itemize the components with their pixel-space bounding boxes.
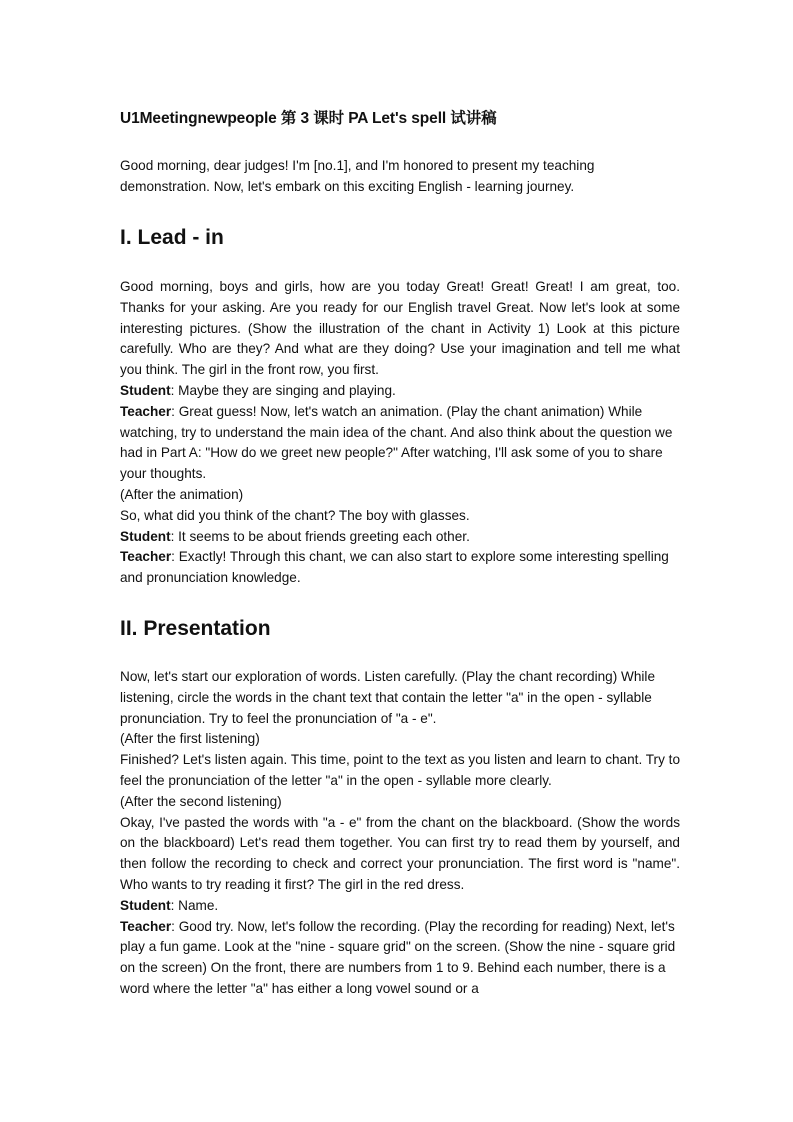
dialogue-text: So, what did you think of the chant? The boy with glasses.	[120, 507, 470, 523]
dialogue-line	[120, 813, 680, 896]
speaker-label: Teacher	[120, 918, 172, 934]
speaker-separator: :	[170, 382, 179, 398]
dialogue-text: (After the second listening)	[120, 793, 282, 809]
document-title: U1Meetingnewpeople 第 3 课时 PA Let's spell 试讲稿	[120, 110, 497, 127]
dialogue-text: (After the animation)	[120, 486, 244, 502]
dialogue-line	[120, 729, 680, 750]
dialogue-line	[120, 896, 680, 917]
speaker-label: Student	[120, 382, 171, 398]
dialogue-text: Okay, I've pasted the words with "a - e" from the chant on the blackboard. (Show the words on the blackboard) Let's read them together. You can first try to read them by yourself, and then follow the recording to check and correct your pronunciation. The first word is "name". Who wants to try reading it first? The girl in the red dress.	[120, 814, 680, 892]
dialogue-text: Finished? Let's listen again. This time, point to the text as you listen and learn to chant. Try to feel the pronunciation of the letter "a" in the open - syllable more clearly.	[120, 752, 680, 788]
section-heading-lead-in: I. Lead - in	[120, 226, 224, 249]
dialogue-text: Name.	[178, 897, 219, 913]
dialogue-text: Good try. Now, let's follow the recording. (Play the recording for reading) Next, let's play a fun game. Look at the "nine - square grid" on the screen. (Show the nine - square grid on the screen) On the front, there are numbers from 1 to 9. Behind each number, there is a word where the letter "a" has either a long vowel sound or a	[120, 918, 676, 996]
speaker-label: Student	[120, 897, 171, 913]
intro-paragraph	[120, 156, 680, 198]
dialogue-line	[120, 381, 680, 402]
dialogue-text: (After the first listening)	[120, 731, 260, 747]
dialogue-line	[120, 485, 680, 506]
section-heading-presentation: II. Presentation	[120, 617, 271, 640]
lead-in-opening-paragraph: Good morning, boys and girls, how are you today Great! Great! Great! I am great, too. Thanks for your asking. Are you ready for our English travel Great. Now let's look at some interesting pictures. (Show the illustration of the chant in Activity 1) Look at this picture carefully. Who are they? And what are they doing? Use your imagination and tell me what you think. The girl in the front row, you first.	[120, 279, 680, 378]
dialogue-line	[120, 750, 680, 792]
speaker-label: Teacher	[120, 549, 172, 565]
intro-text: Good morning, dear judges! I'm [no.1], and I'm honored to present my teaching demonstration. Now, let's embark on this exciting English - learning journey.	[120, 158, 595, 194]
section-presentation-body	[120, 667, 680, 1000]
dialogue-text: Great guess! Now, let's watch an animation. (Play the chant animation) While watching, try to understand the main idea of the chant. And also think about the question we had in Part A: "How do we greet new people?" After watching, I'll ask some of you to share your thoughts.	[120, 403, 673, 482]
speaker-label: Teacher	[120, 403, 172, 419]
speaker-label: Student	[120, 528, 171, 544]
dialogue-line	[120, 547, 680, 589]
speaker-separator: :	[170, 897, 179, 913]
speaker-separator: :	[171, 918, 179, 934]
speaker-separator: :	[170, 528, 179, 544]
presentation-opening-paragraph: Now, let's start our exploration of words. Listen carefully. (Play the chant recording) While listening, circle the words in the chant text that contain the letter "a" in the open - syllable pronunciation. Try to feel the pronunciation of "a - e".	[120, 669, 656, 726]
speaker-separator: :	[171, 403, 179, 419]
dialogue-line	[120, 792, 680, 813]
dialogue-line	[120, 402, 680, 485]
dialogue-text: It seems to be about friends greeting each other.	[178, 528, 470, 544]
dialogue-text: Maybe they are singing and playing.	[178, 382, 396, 398]
speaker-separator: :	[171, 549, 179, 565]
dialogue-line	[120, 527, 680, 548]
section-lead-in-body	[120, 277, 680, 589]
dialogue-text: Exactly! Through this chant, we can also start to explore some interesting spelling and pronunciation knowledge.	[120, 549, 669, 586]
dialogue-line	[120, 506, 680, 527]
dialogue-line	[120, 917, 680, 1000]
